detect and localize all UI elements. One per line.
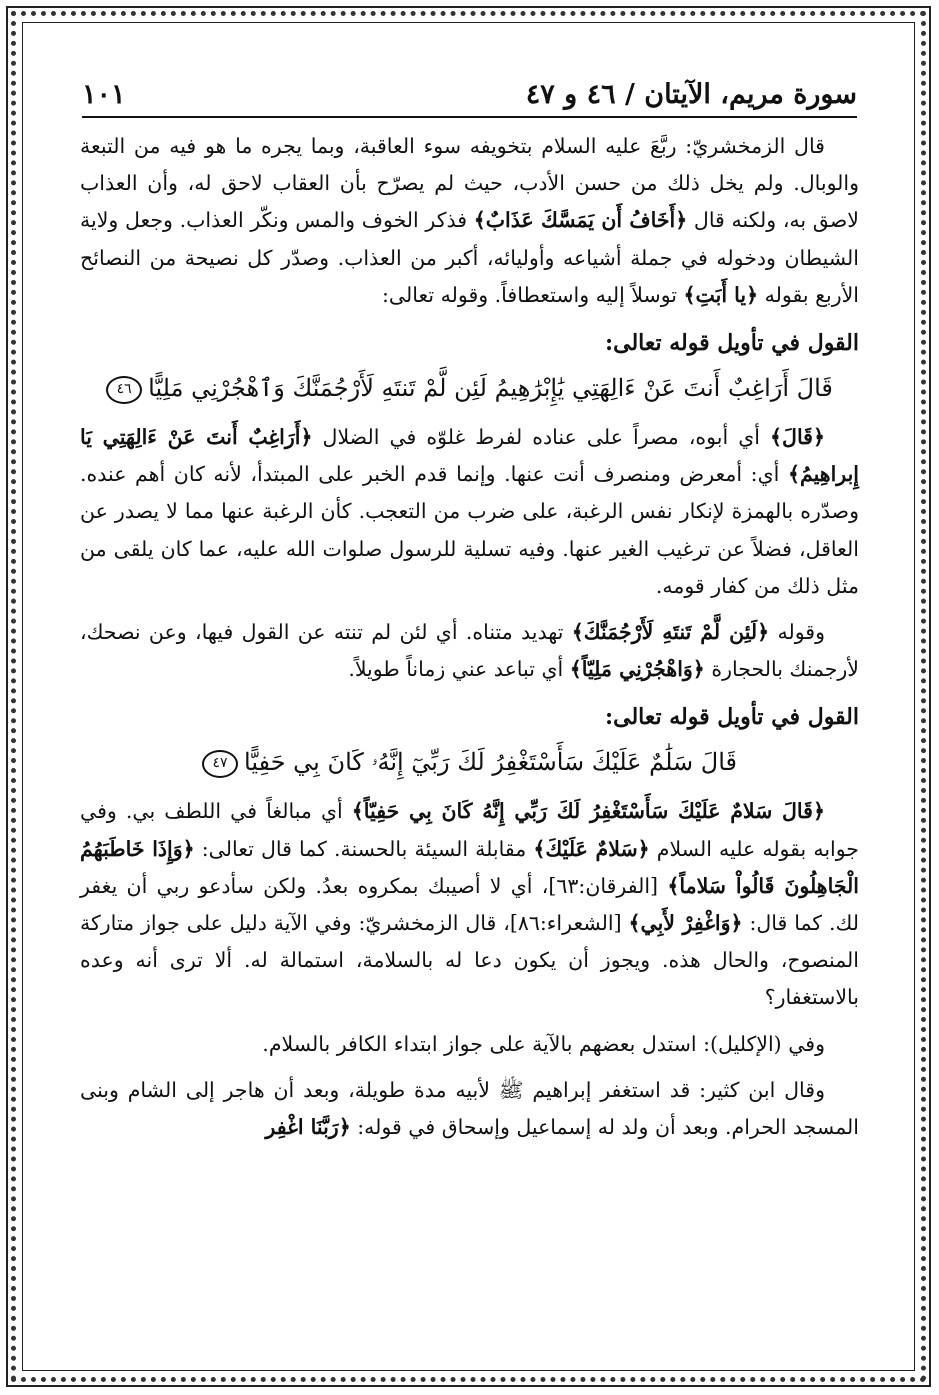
text-run: [الشعراء:٨٦]، قال الزمخشريّ: وفي الآية دليل على جواز متاركة المنصوح، والحال هذه. ويجوز أن يكون دعا له بالسلامة، استمالة له. ألا ترى أنه وعده بالاستغفار؟ bbox=[80, 911, 859, 1010]
section-heading-2: القول في تأويل قوله تعالى: bbox=[605, 704, 859, 731]
verse-text: قَالَ أَرَاغِبٌ أَنتَ عَنْ ءَالِهَتِي يَٰإِبْرَٰهِيمُ لَئِن لَّمْ تَنتَهِ لَأَرْجُمَنَّكَ وَٱهْجُرْنِي مَلِيًّا bbox=[148, 374, 833, 403]
text-run: فذكر الخوف والمس ونكّر العذاب. وجعل ولاية الشيطان ودخوله في جملة أشياعه وأوليائه، أكبر من العذاب. وصدّر كل نصيحة من النصائح الأربع بقوله bbox=[80, 208, 859, 307]
paragraph-iklil: وفي (الإكليل): استدل بعضهم بالآية على جواز ابتداء الكافر بالسلام. bbox=[262, 1031, 825, 1056]
verse-46 bbox=[80, 365, 859, 411]
quran-quote: ﴿أَخَافُ أَن يَمَسَّكَ عَذَابٌ﴾ bbox=[473, 208, 688, 233]
paragraph-verse-47-commentary bbox=[80, 793, 859, 1016]
quran-quote: ﴿لَئِن لَّمْ تَنتَهِ لَأَرْجُمَنَّكَ﴾ bbox=[571, 620, 770, 645]
quran-quote: ﴿سَلامٌ عَلَيْكَ﴾ bbox=[533, 836, 650, 861]
text-run: أي تباعد عني زماناً طويلاً. bbox=[348, 657, 570, 682]
section-heading-1: القول في تأويل قوله تعالى: bbox=[605, 330, 859, 357]
text-run: أي مبالغاً في اللطف بي. وفي جوابه بقوله عليه السلام bbox=[80, 799, 859, 861]
quran-quote: ﴿وَإِذَا خَاطَبَهُمُ الْجَاهِلُونَ قَالُواْ سَلاماً﴾ bbox=[80, 836, 859, 898]
text-run: قال الزمخشريّ: ربَّعَ عليه السلام بتخويفه سوء العاقبة، وبما يجره ما هو فيه من التبعة والوبال. ولم يخل ذلك من حسن الأدب، حيث لم يصرّح بأن العقاب لاحق له، وأن العذاب لاصق به، ولكنه قال bbox=[80, 134, 859, 233]
ayah-number-marker: ٤٧ bbox=[202, 750, 238, 778]
quran-quote: ﴿يا أَبَتِ﴾ bbox=[683, 282, 759, 307]
text-run: وقال ابن كثير: قد استغفر إبراهيم ﷺ لأبيه مدة طويلة، وبعد أن هاجر إلى الشام وبنى المسجد الحرام. وبعد أن ولد له إسماعيل وإسحاق في قوله: bbox=[80, 1077, 859, 1140]
text-run: تهديد متناه. أي لئن لم تنته عن القول فيها، وعن نصحك، لأرجمنك بالحجارة bbox=[80, 620, 859, 682]
running-title: سورة مريم، الآيتان / ٤٦ و ٤٧ bbox=[525, 79, 857, 110]
quran-quote: ﴿أَرَاغِبٌ أَنتَ عَنْ ءَالِهَتِي يَا إِبراهِيمُ﴾ bbox=[80, 425, 859, 487]
text-run: توسلاً إليه واستعطافاً. وقوله تعالى: bbox=[382, 282, 684, 307]
paragraph-zamakhshari bbox=[80, 128, 859, 314]
verse-47 bbox=[80, 739, 859, 785]
quran-quote: ﴿قَالَ سَلامٌ عَلَيْكَ سَأَسْتَغْفِرُ لَكَ رَبِّي إِنَّهُ كَانَ بِي حَفِيّاً﴾ bbox=[351, 799, 825, 824]
paragraph-verse-46-commentary bbox=[80, 419, 859, 605]
text-run: أي أبوه، مصراً على عناده لفرط غلوّه في الضلال bbox=[312, 425, 771, 450]
text-run: [الفرقان:٦٣]، أي لا أصيبك بمكروه بعدُ. ولكن سأدعو ربي أن يغفر لك. كما قال: bbox=[80, 873, 860, 936]
quran-quote: ﴿قَالَ﴾ bbox=[770, 425, 825, 450]
page-header bbox=[82, 66, 857, 118]
page-number: ١٠١ bbox=[82, 79, 126, 110]
paragraph-threat bbox=[80, 614, 859, 688]
quran-quote: ﴿وَاغْفِرْ لأَبِي﴾ bbox=[628, 911, 743, 936]
text-run: وقوله bbox=[769, 620, 825, 645]
page-body bbox=[80, 128, 859, 1146]
quran-quote: ﴿وَاهْجُرْنِي مَلِيّاً﴾ bbox=[569, 657, 705, 682]
text-run: أي: أمعرض ومنصرف أنت عنها. وإنما قدم الخبر على المبتدأ، لأنه كان أهم عنده. وصدّره بالهمزة لإنكار نفس الرغبة، على ضرب من التعجب. كأن الرغبة عنها مما لا يصدر عن العاقل، فضلاً عن ترغيب الغير عنها. وفيه تسلية للرسول صلوات الله عليه، عما كان يلقى من مثل ذلك من كفار قومه. bbox=[80, 462, 859, 598]
paragraph-ibn-kathir bbox=[80, 1072, 859, 1146]
ayah-number-marker: ٤٦ bbox=[106, 376, 142, 404]
quran-quote: ﴿رَبَّنَا اغْفِر bbox=[265, 1115, 351, 1140]
text-run: مقابلة السيئة بالحسنة. كما قال تعالى: bbox=[194, 836, 534, 861]
verse-text: قَالَ سَلَٰمٌ عَلَيْكَ سَأَسْتَغْفِرُ لَكَ رَبِّيٓ إِنَّهُۥ كَانَ بِي حَفِيًّا bbox=[244, 748, 737, 777]
